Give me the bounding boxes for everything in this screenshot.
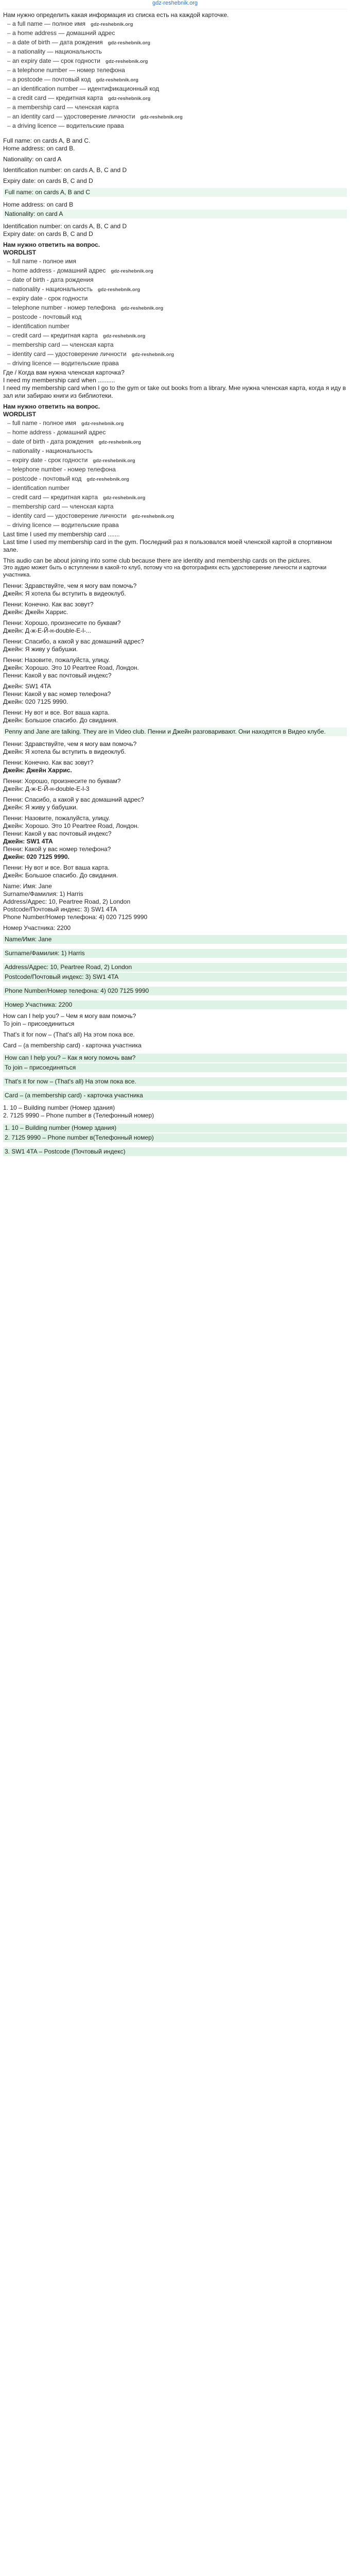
answer-line: Nationality: on card A <box>3 210 347 218</box>
list-item: – a home address — домашний адрес <box>3 29 347 37</box>
answers-block-2 <box>3 188 347 238</box>
dialog-line: Пенни: Конечно. Как вас зовут? <box>3 758 94 766</box>
list-item: – home address - домашний адрес <box>3 429 347 436</box>
task-intro: Нам нужно ответить на вопрос. <box>3 403 100 410</box>
audio-intro-ru: Это аудио может быть о вступлении в какой-то клуб, потому что на фотографиях есть удостоверение личности и карточки участника. <box>3 565 327 578</box>
task-block-1 <box>3 11 347 130</box>
audio-intro: Penny and Jane are talking. They are in Video club. Пенни и Джейн разговаривают. Они находятся в Видео клубе. <box>3 727 347 736</box>
dialog-line: Джейн: Большое спасибо. До свидания. <box>3 716 118 724</box>
form-name: Name/Имя: Jane <box>3 935 347 944</box>
list-item: – expiry date - срок годности gdz-reshebnik.org <box>3 456 347 464</box>
task-block-2 <box>3 241 347 400</box>
list-item: – a nationality — национальность <box>3 48 347 56</box>
list-item: – home address - домашний адрес gdz-reshebnik.org <box>3 267 347 275</box>
list-item: – a full name — полное имя gdz-reshebnik.org <box>3 20 347 28</box>
list-item: – credit card — кредитная карта gdz-reshebnik.org <box>3 332 347 340</box>
phrase-line: 2. 7125 9990 – Phone number в (Телефонный номер) <box>3 1111 154 1119</box>
list-item: – driving licence — водительские права <box>3 521 347 529</box>
answer-line: I need my membership card when I go to the gym or take out books from a library. Мне нужна членская карта, когда я иду в зал или забираю книги из библиотеки. <box>3 384 346 399</box>
list-item: – full name - полное имя <box>3 258 347 265</box>
dialog-line: Пенни: Хорошо, произнесите по буквам? <box>3 777 121 785</box>
dialog-line: Пенни: Какой у вас номер телефона? <box>3 845 111 853</box>
form-surname: Surname/Фамилия: 1) Harris <box>3 949 347 958</box>
phrase-line: That's it for now – (That's all) На этом пока все. <box>3 1077 347 1086</box>
form-address: Address/Адрес: 10, Peartree Road, 2) London <box>3 963 347 972</box>
answer-line: Full name: on cards A, B and C. <box>3 137 91 144</box>
list-item: – identification number <box>3 323 347 330</box>
task-intro: Нам нужно ответить на вопрос. <box>3 241 100 248</box>
dialog-line: Джейн: Хорошо. Это 10 Peartree Road, Лондон. <box>3 822 139 829</box>
task-block-3 <box>3 403 347 554</box>
dialog-line: Пенни: Спасибо, а какой у вас домашний адрес? <box>3 795 144 803</box>
phrase-line: That's it for now – (That's all) На этом пока все. <box>3 1030 135 1038</box>
list-item: – nationality - национальность gdz-reshebnik.org <box>3 285 347 293</box>
dialog-line: Пенни: Здравствуйте, чем я могу вам помочь? <box>3 740 137 748</box>
list-item: – an expiry date — срок годности gdz-reshebnik.org <box>3 57 347 65</box>
list-item: – a membership card — членская карта <box>3 104 347 111</box>
page <box>0 0 350 1178</box>
form-member-number: Номер Участника: 2200 <box>3 924 71 931</box>
form-phone: Phone Number/Номер телефона: 4) 020 7125 9990 <box>3 987 347 995</box>
list-item: – identification number <box>3 484 347 492</box>
phrase-line: 1. 10 – Building number (Номер здания) <box>3 1124 347 1132</box>
dialog-line: Пенни: Какой у вас почтовый индекс? <box>3 671 112 679</box>
answer-line: Identification number: on cards A, B, C and D <box>3 166 127 174</box>
phrase-line: Card – (a membership card) - карточка участника <box>3 1091 347 1100</box>
form-phone: Phone Number/Номер телефона: 4) 020 7125 9990 <box>3 913 148 921</box>
phrase-line: To join – присоединиться <box>3 1020 75 1027</box>
dialog-line: Пенни: Какой у вас номер телефона? <box>3 690 111 698</box>
phrase-line: 3. SW1 4TA – Postcode (Почтовый индекс) <box>3 1147 347 1156</box>
answer-line: Full name: on cards A, B and C <box>3 188 347 197</box>
list-item: – postcode - почтовый код <box>3 313 347 321</box>
dialog-line: Джейн: 020 7125 9990. <box>3 853 69 860</box>
dialog-line: Пенни: Назовите, пожалуйста, улицу. <box>3 814 110 822</box>
dialog-line: Джейн: SW1 4TA <box>3 682 51 690</box>
dialog-line: Пенни: Конечно. Как вас зовут? <box>3 600 94 608</box>
phrase-line: 2. 7125 9990 – Phone number в(Телефонный номер) <box>3 1133 347 1142</box>
list-item: – telephone number - номер телефона gdz-reshebnik.org <box>3 304 347 312</box>
dialog-line: Джейн: Д-ж-Е-Й-н-double-Е-l-3 <box>3 785 90 792</box>
form-name: Name: Имя: Jane <box>3 882 52 890</box>
answer-line: I need my membership card when .......... <box>3 377 115 384</box>
phrase-line: How can I help you? – Как я могу помочь вам? <box>3 1054 347 1062</box>
answer-line: Expiry date: on cards B, C and D <box>3 177 93 184</box>
form-surname: Surname/Фамилия: 1) Harris <box>3 890 83 897</box>
dialog-line: Пенни: Ну вот и все. Вот ваша карта. <box>3 863 110 871</box>
dialog-line: Джейн: Джейн Харрис. <box>3 766 72 774</box>
answer-line: Expiry date: on cards B, C and D <box>3 230 93 238</box>
list-item: – date of birth - дата рождения gdz-reshebnik.org <box>3 438 347 446</box>
list-item: – an identification number — идентификационный код <box>3 85 347 93</box>
list-item: – postcode - почтовый код gdz-reshebnik.org <box>3 475 347 483</box>
wordlist-heading: WORDLIST <box>3 411 36 418</box>
answer-line: Identification number: on cards A, B, C and D <box>3 223 127 230</box>
list-item: – identity card — удостоверение личности gdz-reshebnik.org <box>3 350 347 358</box>
audio-intro: This audio can be about joining into some club because there are identity and membership cards on the pictures. <box>3 557 312 564</box>
answer-line: Nationality: on card A <box>3 156 62 163</box>
list-item: – telephone number - номер телефона <box>3 466 347 473</box>
site-title[interactable]: gdz-reshebnik.org <box>3 0 347 9</box>
phrase-line: How can I help you? – Чем я могу вам помочь? <box>3 1012 136 1020</box>
dialog-line: Пенни: Здравствуйте, чем я могу вам помочь? <box>3 582 137 589</box>
dialog-line: Джейн: Джейн Харрис. <box>3 608 68 616</box>
form-postcode: Postcode/Почтовый индекс: 3) SW1 4TA <box>3 973 347 981</box>
question: Где / Когда вам нужна членская карточка? <box>3 369 125 376</box>
dialog-line: Пенни: Какой у вас почтовый индекс? <box>3 829 112 837</box>
dialog-line: Джейн: SW1 4TA <box>3 837 53 845</box>
dialog-line: Джейн: Я хотела бы вступить в видеоклуб. <box>3 748 126 755</box>
list-item: – identity card — удостоверение личности gdz-reshebnik.org <box>3 512 347 520</box>
answer-line: Home address: on card B <box>3 201 74 208</box>
list-item: – a telephone number — номер телефона <box>3 66 347 74</box>
list-item: – a driving licence — водительские права <box>3 122 347 130</box>
dialog-line: Джейн: Я живу у бабушки. <box>3 645 78 653</box>
list-item: – credit card — кредитная карта gdz-reshebnik.org <box>3 494 347 501</box>
dialog-line: Джейн: Д-ж-Е-Й-н-double-Е-l-... <box>3 626 91 634</box>
form-address: Address/Адрес: 10, Peartree Road, 2) London <box>3 897 131 905</box>
list-item: – expiry date - срок годности <box>3 295 347 302</box>
list-item: – a postcode — почтовый код gdz-reshebnik.org <box>3 76 347 83</box>
audio-block-1 <box>3 557 347 724</box>
list-item: – membership card — членская карта <box>3 341 347 349</box>
answer-line: Last time I used my membership card in the gym. Последний раз я пользовался моей членской картой в спортивном зале. <box>3 538 332 553</box>
answer-line: Home address: on card B. <box>3 145 75 152</box>
answer-line: Last time I used my membership card ....... <box>3 531 120 538</box>
form-block-2 <box>3 935 347 1009</box>
dialog-line: Джейн: 020 7125 9990. <box>3 698 68 705</box>
task-intro: Нам нужно определить какая информация из списка есть на каждой карточке. <box>3 11 229 19</box>
dialog-line: Пенни: Спасибо, а какой у вас домашний адрес? <box>3 637 144 645</box>
dialog-line: Джейн: Большое спасибо. До свидания. <box>3 871 118 879</box>
list-item: – driving licence — водительские права <box>3 360 347 367</box>
dialog-line: Пенни: Хорошо, произнесите по буквам? <box>3 619 121 626</box>
audio-block-2 <box>3 727 347 879</box>
phrases-block <box>3 1012 347 1156</box>
phrase-line: 1. 10 – Building number (Номер здания) <box>3 1104 115 1111</box>
form-member-number: Номер Участника: 2200 <box>3 1001 347 1009</box>
phrase-line: To join – присоединяться <box>3 1063 347 1072</box>
answers-block-1 <box>3 137 347 185</box>
list-item: – full name - полное имя gdz-reshebnik.org <box>3 419 347 427</box>
dialog-line: Джейн: Я живу у бабушки. <box>3 803 78 811</box>
dialog-line: Джейн: Я хотела бы вступить в видеоклуб. <box>3 589 126 597</box>
list-item: – an identity card — удостоверение личности gdz-reshebnik.org <box>3 113 347 121</box>
dialog-line: Пенни: Назовите, пожалуйста, улицу. <box>3 656 110 664</box>
list-item: – membership card — членская карта <box>3 503 347 511</box>
phrase-line: Card – (a membership card) - карточка участника <box>3 1041 142 1049</box>
dialog-line: Джейн: Хорошо. Это 10 Peartree Road, Лондон. <box>3 664 139 671</box>
form-block-1 <box>3 883 347 932</box>
wordlist-heading: WORDLIST <box>3 249 36 256</box>
list-item: – date of birth - дата рождения <box>3 276 347 284</box>
list-item: – nationality - национальность <box>3 447 347 455</box>
list-item: – a date of birth — дата рождения gdz-reshebnik.org <box>3 39 347 46</box>
list-item: – a credit card — кредитная карта gdz-reshebnik.org <box>3 94 347 102</box>
form-postcode: Postcode/Почтовый индекс: 3) SW1 4TA <box>3 905 117 913</box>
dialog-line: Пенни: Ну вот и все. Вот ваша карта. <box>3 708 110 716</box>
